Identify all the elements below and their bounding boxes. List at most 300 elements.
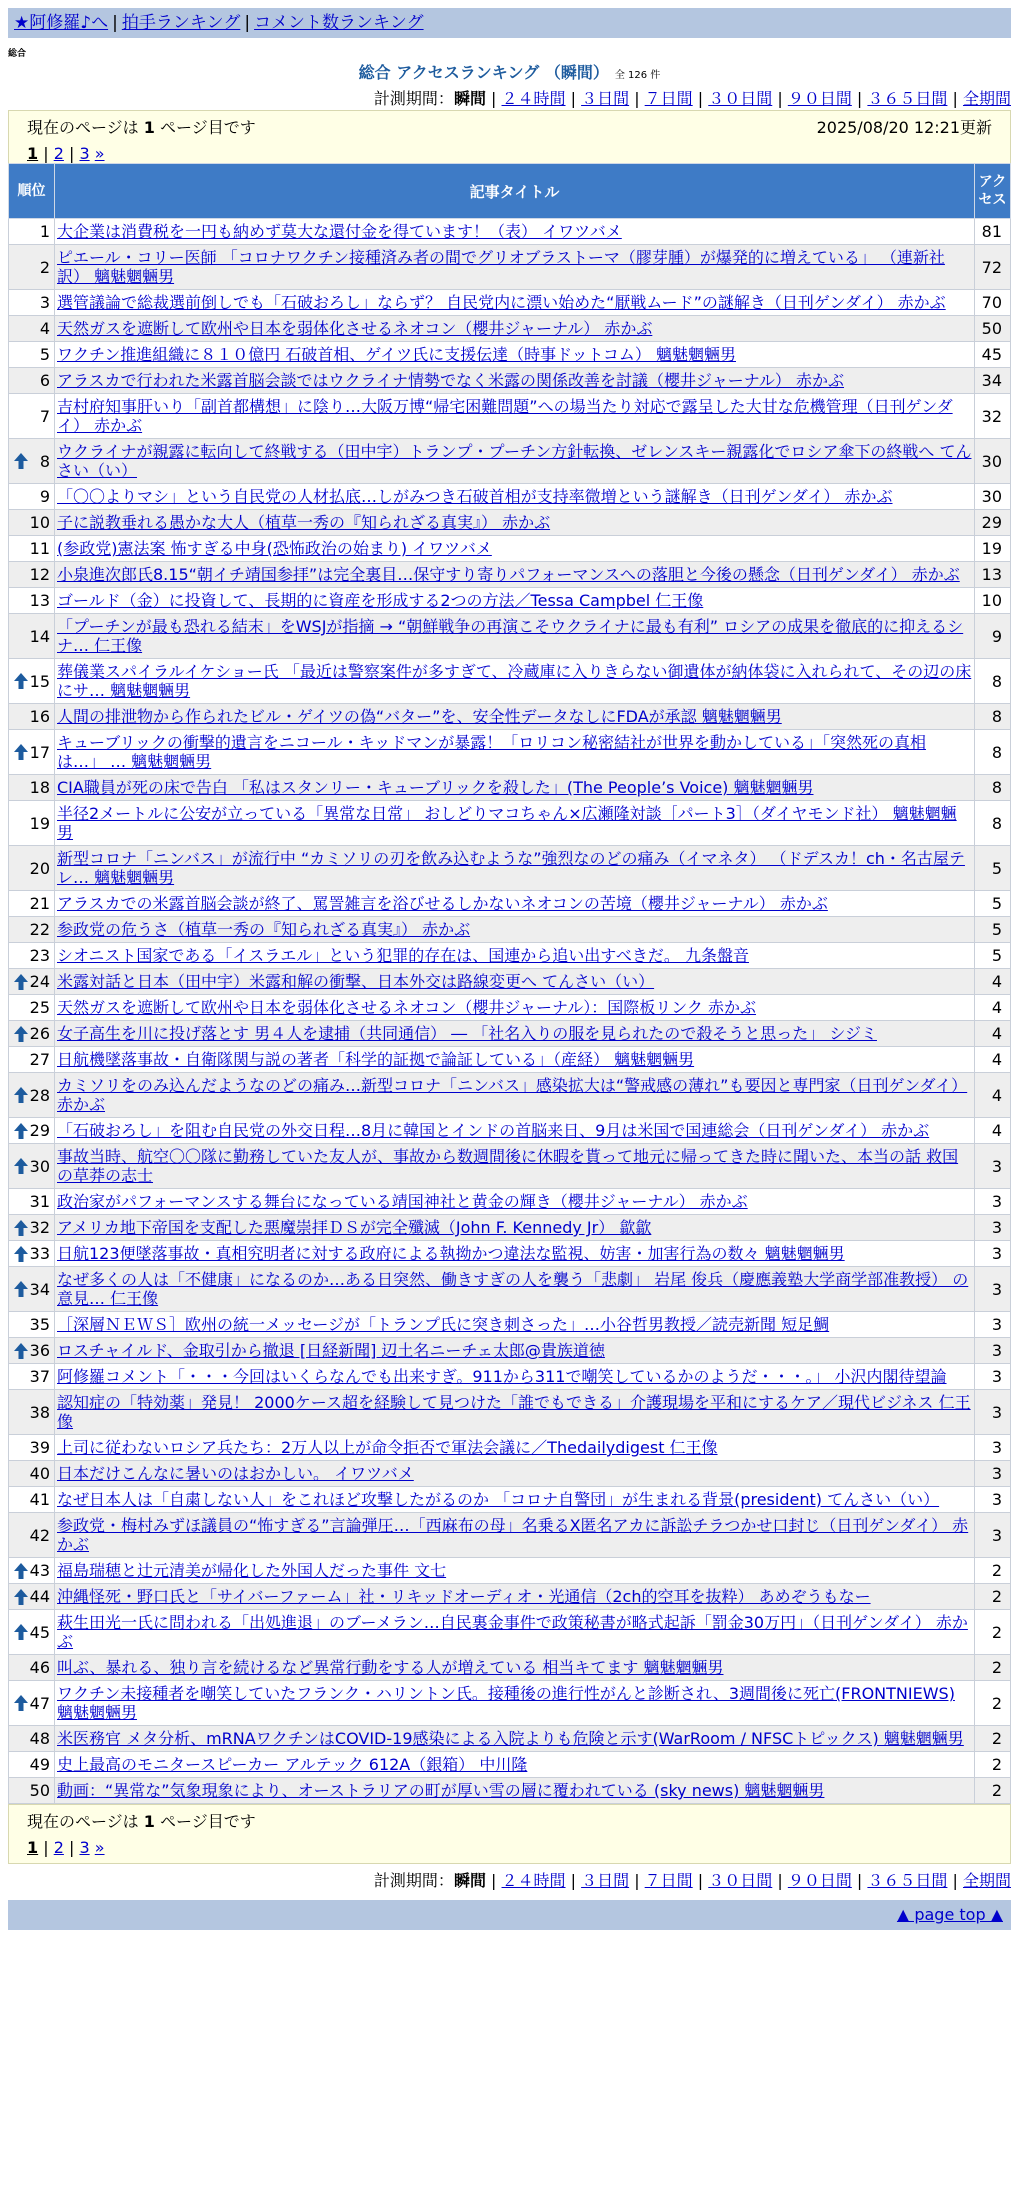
- article-link[interactable]: キューブリックの衝撃的遺言をニコール・キッドマンが暴露！「ロリコン秘密結社が世界を動かしている」「突然死の真相は…」 … 魑魅魍魎男: [57, 733, 926, 771]
- period-current: 瞬間: [453, 89, 486, 108]
- period-selector-top: 計測期間：瞬間 | ２４時間 | ３日間 | ７日間 | ３０日間 | ９０日間 | ３６５日間 | 全期間: [373, 89, 1011, 108]
- total-count: 全 126 件: [614, 70, 661, 81]
- page-3-link[interactable]: 3: [79, 1838, 90, 1857]
- table-row: [9, 1241, 1011, 1267]
- rank-up-arrow-icon: [14, 1589, 28, 1605]
- rank-cell: [9, 1655, 55, 1681]
- title-cell: [55, 342, 975, 368]
- article-link[interactable]: 女子高生を川に投げ落とす 男４人を逮捕（共同通信） ― 「社名入りの服を見られたので殺そうと思った」 シジミ: [57, 1024, 877, 1043]
- access-count: 72: [975, 245, 1011, 290]
- page-title: 総合 アクセスランキング （瞬間）: [358, 63, 609, 82]
- period-7d-link[interactable]: ７日間: [644, 89, 693, 108]
- table-row: [9, 1778, 1011, 1804]
- rank-up-arrow-icon: [14, 1695, 28, 1711]
- rank-cell: [9, 704, 55, 730]
- rank-cell: [9, 1215, 55, 1241]
- title-cell: [55, 1021, 975, 1047]
- article-link[interactable]: アメリカ地下帝国を支配した悪魔崇拝ＤＳが完全殲滅（John F. Kennedy Jr） 歙歙: [57, 1218, 652, 1237]
- access-count: 9: [975, 614, 1011, 659]
- table-row: [9, 245, 1011, 290]
- table-row: [9, 1047, 1011, 1073]
- table-row: [9, 704, 1011, 730]
- access-count: 3: [975, 1390, 1011, 1435]
- rank-number: 1: [39, 222, 50, 241]
- title-cell: [55, 1610, 975, 1655]
- header-rank: 順位: [9, 164, 55, 219]
- rank-cell: [9, 891, 55, 917]
- article-link[interactable]: ［深層ＮＥＷＳ］欧州の統一メッセージが「トランプ氏に突き刺さった」…小谷哲男教授／読売新聞 短足鯛: [57, 1315, 830, 1334]
- access-count: 29: [975, 510, 1011, 536]
- rank-number: 13: [29, 591, 50, 610]
- article-link[interactable]: なぜ日本人は「自粛しない人」をこれほど攻撃したがるのか 「コロナ自警団」が生まれる背景(president) てんさい（い）: [57, 1490, 940, 1509]
- article-link[interactable]: ウクライナが親露に転向して終戦する（田中宇）トランプ・プーチン方針転換、ゼレンスキー親露化でロシア傘下の終戦へ てんさい（い）: [57, 442, 972, 480]
- rank-number: 37: [29, 1367, 50, 1386]
- rank-number: 21: [29, 894, 50, 913]
- table-row: [9, 368, 1011, 394]
- header-access: アクセス: [975, 164, 1011, 219]
- rank-number: 5: [39, 345, 50, 364]
- page-2-link[interactable]: 2: [53, 1838, 64, 1857]
- table-row: [9, 969, 1011, 995]
- access-count: 2: [975, 1558, 1011, 1584]
- rank-number: 22: [29, 920, 50, 939]
- table-row: [9, 1435, 1011, 1461]
- title-cell: [55, 659, 975, 704]
- access-count: 3: [975, 1338, 1011, 1364]
- rank-number: 42: [29, 1525, 50, 1545]
- article-link[interactable]: 選管議論で総裁選前倒しでも「石破おろし」ならず？ 自民党内に漂い始めた“厭戦ムード”の謎解き（日刊ゲンダイ） 赤かぶ: [57, 293, 946, 312]
- rank-cell: [9, 969, 55, 995]
- title-cell: [55, 1047, 975, 1073]
- article-link[interactable]: 参政党の危うさ（植草一秀の『知られざる真実』） 赤かぶ: [57, 920, 471, 939]
- home-link[interactable]: ★阿修羅♪へ: [14, 13, 109, 33]
- rank-number: 25: [29, 998, 50, 1017]
- article-link[interactable]: 半径2メートルに公安が立っている「異常な日常」 おしどりマコちゃん×広瀬隆対談［パート3］（ダイヤモンド社） 魑魅魍魎男: [57, 804, 957, 842]
- period-365d-link[interactable]: ３６５日間: [867, 1871, 948, 1890]
- title-cell: [55, 995, 975, 1021]
- article-link[interactable]: 大企業は消費税を一円も納めず莫大な還付金を得ています！（表） イワツバメ: [57, 222, 622, 241]
- title-cell: [55, 1681, 975, 1726]
- period-365d-link[interactable]: ３６５日間: [867, 89, 948, 108]
- period-30d-link[interactable]: ３０日間: [708, 1871, 773, 1890]
- rank-up-arrow-icon: [14, 453, 28, 469]
- ranking-table: [8, 163, 1011, 1804]
- rank-number: 39: [29, 1438, 50, 1457]
- access-count: 45: [975, 342, 1011, 368]
- title-cell: [55, 614, 975, 659]
- top-nav-bar: [8, 8, 1011, 38]
- next-page-link[interactable]: »: [94, 1838, 105, 1857]
- rank-up-arrow-icon: [14, 1123, 28, 1139]
- article-link[interactable]: CIA職員が死の床で告白 「私はスタンリー・キューブリックを殺した」(The People’s Voice) 魑魅魍魎男: [57, 778, 814, 797]
- table-row: [9, 316, 1011, 342]
- table-row: [9, 801, 1011, 846]
- rank-cell: [9, 801, 55, 846]
- article-link[interactable]: アラスカでの米露首脳会談が終了、罵詈雑言を浴びせるしかないネオコンの苦境（櫻井ジャーナル） 赤かぶ: [57, 894, 828, 913]
- article-link[interactable]: 福島瑞穂と辻元清美が帰化した外国人だった事件 文七: [57, 1561, 447, 1580]
- article-link[interactable]: ゴールド（金）に投資して、長期的に資産を形成する2つの方法／Tessa Campbel 仁王像: [57, 591, 704, 610]
- rank-cell: [9, 1312, 55, 1338]
- article-link[interactable]: 小泉進次郎氏8.15“朝イチ靖国参拝”は完全裏目…保守すり寄りパフォーマンスへの落胆と今後の懸念（日刊ゲンダイ） 赤かぶ: [57, 565, 960, 584]
- article-link[interactable]: 「〇〇よりマシ」という自民党の人材払底…しがみつき石破首相が支持率微増という謎解き（日刊ゲンダイ） 赤かぶ: [57, 487, 893, 506]
- title-cell: [55, 290, 975, 316]
- access-count: 81: [975, 219, 1011, 245]
- title-cell: [55, 1364, 975, 1390]
- title-cell: [55, 1241, 975, 1267]
- rank-cell: [9, 439, 55, 484]
- title-cell: [55, 1338, 975, 1364]
- article-link[interactable]: 天然ガスを遮断して欧州や日本を弱体化させるネオコン（櫻井ジャーナル） 赤かぶ: [57, 319, 653, 338]
- article-link[interactable]: 史上最高のモニタースピーカー アルテック 612A（銀箱） 中川隆: [57, 1755, 528, 1774]
- rank-number: 3: [39, 293, 50, 312]
- article-link[interactable]: 政治家がパフォーマンスする舞台になっている靖国神社と黄金の輝き（櫻井ジャーナル） 赤かぶ: [57, 1192, 748, 1211]
- access-count: 34: [975, 368, 1011, 394]
- article-link[interactable]: 認知症の「特効薬」発見！ 2000ケース超を経験して見つけた「誰でもできる」介護現場を平和にするケア／現代ビジネス 仁王像: [57, 1393, 971, 1431]
- rank-cell: [9, 1487, 55, 1513]
- article-link[interactable]: 萩生田光一氏に問われる「出処進退」のブーメラン…自民裏金事件で政策秘書が略式起訴「罰金30万円」（日刊ゲンダイ） 赤かぶ: [57, 1613, 968, 1651]
- article-link[interactable]: 上司に従わないロシア兵たち：2万人以上が命令拒否で軍法会議に／Thedailydigest 仁王像: [57, 1438, 718, 1457]
- article-link[interactable]: 人間の排泄物から作られたビル・ゲイツの偽“バター”を、安全性データなしにFDAが承認 魑魅魍魎男: [57, 707, 782, 726]
- access-count: 3: [975, 1144, 1011, 1189]
- article-link[interactable]: ロスチャイルド、金取引から撤退 [日経新聞] 辺土名ニーチェ太郎@貴族道徳: [57, 1341, 605, 1360]
- table-row: [9, 1513, 1011, 1558]
- rank-number: 16: [29, 707, 50, 726]
- title-cell: [55, 1435, 975, 1461]
- rank-cell: [9, 219, 55, 245]
- rank-cell: [9, 1778, 55, 1804]
- article-link[interactable]: シオニスト国家である「イスラエル」という犯罪的存在は、国連から追い出すべきだ。 九条盤音: [57, 946, 749, 965]
- article-link[interactable]: 阿修羅コメント「・・・今回はいくらなんでも出来すぎ。911から311で嘲笑しているかのようだ・・・。」 小沢内閣待望論: [57, 1367, 947, 1386]
- rank-cell: [9, 1073, 55, 1118]
- article-link[interactable]: 参政党・梅村みずほ議員の“怖すぎる”言論弾圧…「西麻布の母」名乗るX匿名アカに訴訟チラつかせ口封じ（日刊ゲンダイ） 赤かぶ: [57, 1516, 969, 1554]
- period-24h-link[interactable]: ２４時間: [501, 89, 566, 108]
- table-row: [9, 510, 1011, 536]
- access-count: 70: [975, 290, 1011, 316]
- table-row: [9, 730, 1011, 775]
- rank-number: 2: [39, 257, 50, 277]
- rank-number: 20: [29, 858, 50, 878]
- access-count: 3: [975, 1241, 1011, 1267]
- rank-number: 34: [29, 1279, 50, 1299]
- title-cell: [55, 1312, 975, 1338]
- table-row: [9, 1144, 1011, 1189]
- rank-cell: [9, 1390, 55, 1435]
- table-row: [9, 1312, 1011, 1338]
- access-count: 3: [975, 1435, 1011, 1461]
- article-link[interactable]: 吉村府知事肝いり「副首都構想」に陰り…大阪万博“帰宅困難問題”への場当たり対応で露呈した大甘な危機管理（日刊ゲンダイ） 赤かぶ: [57, 397, 953, 435]
- access-count: 8: [975, 704, 1011, 730]
- bottom-bar: [8, 1900, 1011, 1930]
- title-cell: [55, 1726, 975, 1752]
- rank-cell: [9, 1726, 55, 1752]
- article-link[interactable]: 米露対話と日本（田中宇）米露和解の衝撃、日本外交は路線変更へ てんさい（い）: [57, 972, 655, 991]
- title-cell: [55, 1487, 975, 1513]
- access-count: 3: [975, 1364, 1011, 1390]
- article-link[interactable]: 日航123便墜落事故・真相究明者に対する政府による執拗かつ違法な監視、妨害・加害行為の数々 魑魅魍魎男: [57, 1244, 845, 1263]
- access-count: 5: [975, 943, 1011, 969]
- access-count: 30: [975, 484, 1011, 510]
- article-link[interactable]: 天然ガスを遮断して欧州や日本を弱体化させるネオコン（櫻井ジャーナル）：国際板リンク 赤かぶ: [57, 998, 757, 1017]
- table-row: [9, 562, 1011, 588]
- rank-number: 4: [39, 319, 50, 338]
- rank-number: 8: [39, 451, 50, 471]
- access-count: 3: [975, 1215, 1011, 1241]
- rank-number: 48: [29, 1729, 50, 1748]
- article-link[interactable]: カミソリをのみ込んだようなのどの痛み…新型コロナ「ニンバス」感染拡大は“警戒感の薄れ”も要因と専門家（日刊ゲンダイ） 赤かぶ: [57, 1076, 968, 1114]
- rank-cell: [9, 1435, 55, 1461]
- access-count: 30: [975, 439, 1011, 484]
- title-cell: [55, 1584, 975, 1610]
- page-2-link[interactable]: 2: [53, 144, 64, 163]
- rank-cell: [9, 484, 55, 510]
- rank-number: 26: [29, 1024, 50, 1043]
- article-link[interactable]: 米医務官 メタ分析、mRNAワクチンはCOVID-19感染による入院よりも危険と示す(WarRoom / NFSCトピックス) 魑魅魍魎男: [57, 1729, 964, 1748]
- article-link[interactable]: 動画：“異常な”気象現象により、オーストラリアの町が厚い雪の層に覆われている (sky news) 魑魅魍魎男: [57, 1781, 825, 1800]
- access-count: 3: [975, 1189, 1011, 1215]
- article-link[interactable]: 葬儀業スパイラルイケショー氏 「最近は警察案件が多すぎて、冷蔵庫に入りきらない御遺体が納体袋に入れられて、その辺の床にサ… 魑魅魍魎男: [57, 662, 972, 700]
- table-row: [9, 1461, 1011, 1487]
- access-count: 19: [975, 536, 1011, 562]
- access-count: 5: [975, 846, 1011, 891]
- table-row: [9, 1655, 1011, 1681]
- pager-bottom: [8, 1804, 1011, 1864]
- title-cell: [55, 1118, 975, 1144]
- period-3d-link[interactable]: ３日間: [581, 1871, 630, 1890]
- rank-cell: [9, 562, 55, 588]
- article-link[interactable]: 「石破おろし」を阻む自民党の外交日程…8月に韓国とインドの首脳来日、9月は米国で国連総会（日刊ゲンダイ） 赤かぶ: [57, 1121, 930, 1140]
- access-count: 8: [975, 659, 1011, 704]
- period-24h-link[interactable]: ２４時間: [501, 1871, 566, 1890]
- table-row: [9, 1364, 1011, 1390]
- rank-cell: [9, 1047, 55, 1073]
- rank-number: 19: [29, 813, 50, 833]
- pager-top: [8, 110, 1011, 170]
- rank-number: 10: [29, 513, 50, 532]
- rank-cell: [9, 659, 55, 704]
- table-row: [9, 484, 1011, 510]
- rank-cell: [9, 394, 55, 439]
- period-90d-link[interactable]: ９０日間: [787, 89, 852, 108]
- rank-number: 30: [29, 1156, 50, 1176]
- title-cell: [55, 1461, 975, 1487]
- period-current: 瞬間: [453, 1871, 486, 1890]
- rank-cell: [9, 730, 55, 775]
- rank-number: 45: [29, 1622, 50, 1642]
- page-links: 1 | 2 | 3 »: [27, 144, 105, 163]
- access-count: 2: [975, 1752, 1011, 1778]
- nav-separator: |: [112, 13, 118, 33]
- table-row: [9, 917, 1011, 943]
- title-cell: [55, 1558, 975, 1584]
- access-count: 3: [975, 1267, 1011, 1312]
- title-cell: [55, 1655, 975, 1681]
- access-count: 2: [975, 1584, 1011, 1610]
- title-cell: [55, 1073, 975, 1118]
- period-all-link[interactable]: 全期間: [962, 89, 1011, 108]
- rank-number: 50: [29, 1781, 50, 1800]
- applause-ranking-link[interactable]: 拍手ランキング: [121, 13, 241, 33]
- period-3d-link[interactable]: ３日間: [581, 89, 630, 108]
- access-count: 3: [975, 1461, 1011, 1487]
- article-link[interactable]: 事故当時、航空〇〇隊に勤務していた友人が、事故から数週間後に休暇を貰って地元に帰ってきた時に聞いた、本当の話 救国の草莽の志士: [57, 1147, 959, 1185]
- article-link[interactable]: ワクチン未接種者を嘲笑していたフランク・ハリントン氏。接種後の進行性がんと診断され、3週間後に死亡(FRONTNIEWS) 魑魅魍魎男: [57, 1684, 955, 1722]
- table-row: [9, 846, 1011, 891]
- table-row: [9, 1558, 1011, 1584]
- article-link[interactable]: 日本だけこんなに暑いのはおかしい。 イワツバメ: [57, 1464, 414, 1483]
- rank-up-arrow-icon: [14, 673, 28, 689]
- article-link[interactable]: ワクチン推進組織に８１０億円 石破首相、ゲイツ氏に支援伝達（時事ドットコム） 魑魅魍魎男: [57, 345, 736, 364]
- access-count: 8: [975, 730, 1011, 775]
- period-label: 計測期間：: [373, 1871, 454, 1890]
- rank-number: 40: [29, 1464, 50, 1483]
- article-link[interactable]: 沖縄怪死・野口氏と「サイバーファーム」社・リキッドオーディオ・光通信（2ch的空耳を抜粋） あめぞうもなー: [57, 1587, 871, 1606]
- table-row: [9, 1215, 1011, 1241]
- pager-status: 現在のページは 1 ページ目です: [27, 118, 256, 137]
- table-row: [9, 1073, 1011, 1118]
- page-1-current: 1: [27, 144, 39, 163]
- title-cell: [55, 536, 975, 562]
- pager-status: 現在のページは 1 ページ目です: [27, 1812, 256, 1831]
- article-link[interactable]: アラスカで行われた米露首脳会談ではウクライナ情勢でなく米露の関係改善を討議（櫻井ジャーナル） 赤かぶ: [57, 371, 845, 390]
- title-cell: [55, 1752, 975, 1778]
- access-count: 4: [975, 995, 1011, 1021]
- article-link[interactable]: 子に説教垂れる愚かな大人（植草一秀の『知られざる真実』） 赤かぶ: [57, 513, 551, 532]
- rank-cell: [9, 316, 55, 342]
- table-row: [9, 1390, 1011, 1435]
- title-cell: [55, 1189, 975, 1215]
- updated-time: 2025/08/20 12:21更新: [816, 118, 992, 137]
- section-label: 総合: [8, 49, 27, 59]
- rank-number: 43: [29, 1561, 50, 1580]
- rank-up-arrow-icon: [14, 1624, 28, 1640]
- access-count: 4: [975, 1118, 1011, 1144]
- table-row: [9, 614, 1011, 659]
- page-3-link[interactable]: 3: [79, 144, 90, 163]
- rank-number: 14: [29, 626, 50, 646]
- title-cell: [55, 588, 975, 614]
- article-link[interactable]: 新型コロナ「ニンバス」が流行中 “カミソリの刃を飲み込むような”強烈なのどの痛み（イマネタ） （ドデスカ！ch・名古屋テレ… 魑魅魍魎男: [57, 849, 965, 887]
- title-cell: [55, 1390, 975, 1435]
- rank-cell: [9, 1752, 55, 1778]
- table-row: [9, 1584, 1011, 1610]
- period-90d-link[interactable]: ９０日間: [787, 1871, 852, 1890]
- rank-cell: [9, 1267, 55, 1312]
- rank-up-arrow-icon: [14, 974, 28, 990]
- title-cell: [55, 1267, 975, 1312]
- rank-number: 11: [29, 539, 50, 558]
- rank-cell: [9, 917, 55, 943]
- access-count: 3: [975, 1513, 1011, 1558]
- access-count: 2: [975, 1778, 1011, 1804]
- period-selector-bottom: 計測期間：瞬間 | ２４時間 | ３日間 | ７日間 | ３０日間 | ９０日間 | ３６５日間 | 全期間: [373, 1871, 1011, 1890]
- article-link[interactable]: 日航機墜落事故・自衛隊関与説の著者「科学的証拠で論証している」（産経） 魑魅魍魎男: [57, 1050, 695, 1069]
- rank-number: 41: [29, 1490, 50, 1509]
- rank-number: 36: [29, 1341, 50, 1360]
- rank-cell: [9, 846, 55, 891]
- rank-up-arrow-icon: [14, 1343, 28, 1359]
- table-row: [9, 439, 1011, 484]
- page-top-link[interactable]: ▲ page top ▲: [896, 1905, 1003, 1924]
- rank-number: 28: [29, 1085, 50, 1105]
- table-row: [9, 342, 1011, 368]
- access-count: 8: [975, 775, 1011, 801]
- rank-number: 7: [39, 406, 50, 426]
- page-title-block: [0, 60, 1019, 83]
- rank-cell: [9, 1189, 55, 1215]
- comment-ranking-link[interactable]: コメント数ランキング: [254, 13, 424, 33]
- rank-up-arrow-icon: [14, 1281, 28, 1297]
- title-cell: [55, 704, 975, 730]
- rank-cell: [9, 245, 55, 290]
- rank-cell: [9, 1610, 55, 1655]
- rank-cell: [9, 1021, 55, 1047]
- table-header-row: [9, 164, 1011, 219]
- title-cell: [55, 891, 975, 917]
- access-count: 50: [975, 316, 1011, 342]
- table-row: [9, 1021, 1011, 1047]
- period-label: 計測期間：: [373, 89, 454, 108]
- period-30d-link[interactable]: ３０日間: [708, 89, 773, 108]
- table-row: [9, 1189, 1011, 1215]
- article-link[interactable]: なぜ多くの人は「不健康」になるのか…ある日突然、働きすぎの人を襲う「悲劇」 岩尾 俊兵（慶應義塾大学商学部准教授） の意見… 仁王像: [57, 1270, 969, 1308]
- access-count: 8: [975, 801, 1011, 846]
- period-all-link[interactable]: 全期間: [962, 1871, 1011, 1890]
- period-7d-link[interactable]: ７日間: [644, 1871, 693, 1890]
- rank-cell: [9, 510, 55, 536]
- rank-number: 18: [29, 778, 50, 797]
- article-link[interactable]: ピエール・コリー医師 「コロナワクチン接種済み者の間でグリオブラストーマ（膠芽腫）が爆発的に増えている」 （連新社訳） 魑魅魍魎男: [57, 248, 945, 286]
- access-count: 3: [975, 1312, 1011, 1338]
- rank-number: 38: [29, 1402, 50, 1422]
- page-1-current: 1: [27, 1838, 39, 1857]
- rank-up-arrow-icon: [14, 1026, 28, 1042]
- table-row: [9, 775, 1011, 801]
- title-cell: [55, 245, 975, 290]
- access-count: 4: [975, 1047, 1011, 1073]
- table-row: [9, 1752, 1011, 1778]
- next-page-link[interactable]: »: [94, 144, 105, 163]
- rank-up-arrow-icon: [14, 1220, 28, 1236]
- ranking-body: [9, 219, 1011, 1804]
- rank-cell: [9, 775, 55, 801]
- rank-number: 17: [29, 742, 50, 762]
- nav-separator: |: [244, 13, 251, 33]
- article-link[interactable]: 「プーチンが最も恐れる結末」をWSJが指摘 → “朝鮮戦争の再演こそウクライナに最も有利” ロシアの成果を徹底的に抑えるシナ… 仁王像: [57, 617, 964, 655]
- title-cell: [55, 562, 975, 588]
- access-count: 2: [975, 1681, 1011, 1726]
- rank-cell: [9, 342, 55, 368]
- table-row: [9, 394, 1011, 439]
- rank-cell: [9, 1584, 55, 1610]
- access-count: 10: [975, 588, 1011, 614]
- article-link[interactable]: (参政党)憲法案 怖すぎる中身(恐怖政治の始まり) イワツバメ: [57, 539, 492, 558]
- rank-up-arrow-icon: [14, 1246, 28, 1262]
- rank-cell: [9, 1364, 55, 1390]
- rank-number: 24: [29, 972, 50, 991]
- table-row: [9, 995, 1011, 1021]
- title-cell: [55, 775, 975, 801]
- access-count: 4: [975, 969, 1011, 995]
- table-row: [9, 1610, 1011, 1655]
- title-cell: [55, 730, 975, 775]
- rank-cell: [9, 1144, 55, 1189]
- title-cell: [55, 316, 975, 342]
- rank-cell: [9, 290, 55, 316]
- title-cell: [55, 846, 975, 891]
- article-link[interactable]: 叫ぶ、暴れる、独り言を続けるなど異常行動をする人が増えている 相当キてます 魑魅魍魎男: [57, 1658, 724, 1677]
- title-cell: [55, 1144, 975, 1189]
- rank-cell: [9, 1241, 55, 1267]
